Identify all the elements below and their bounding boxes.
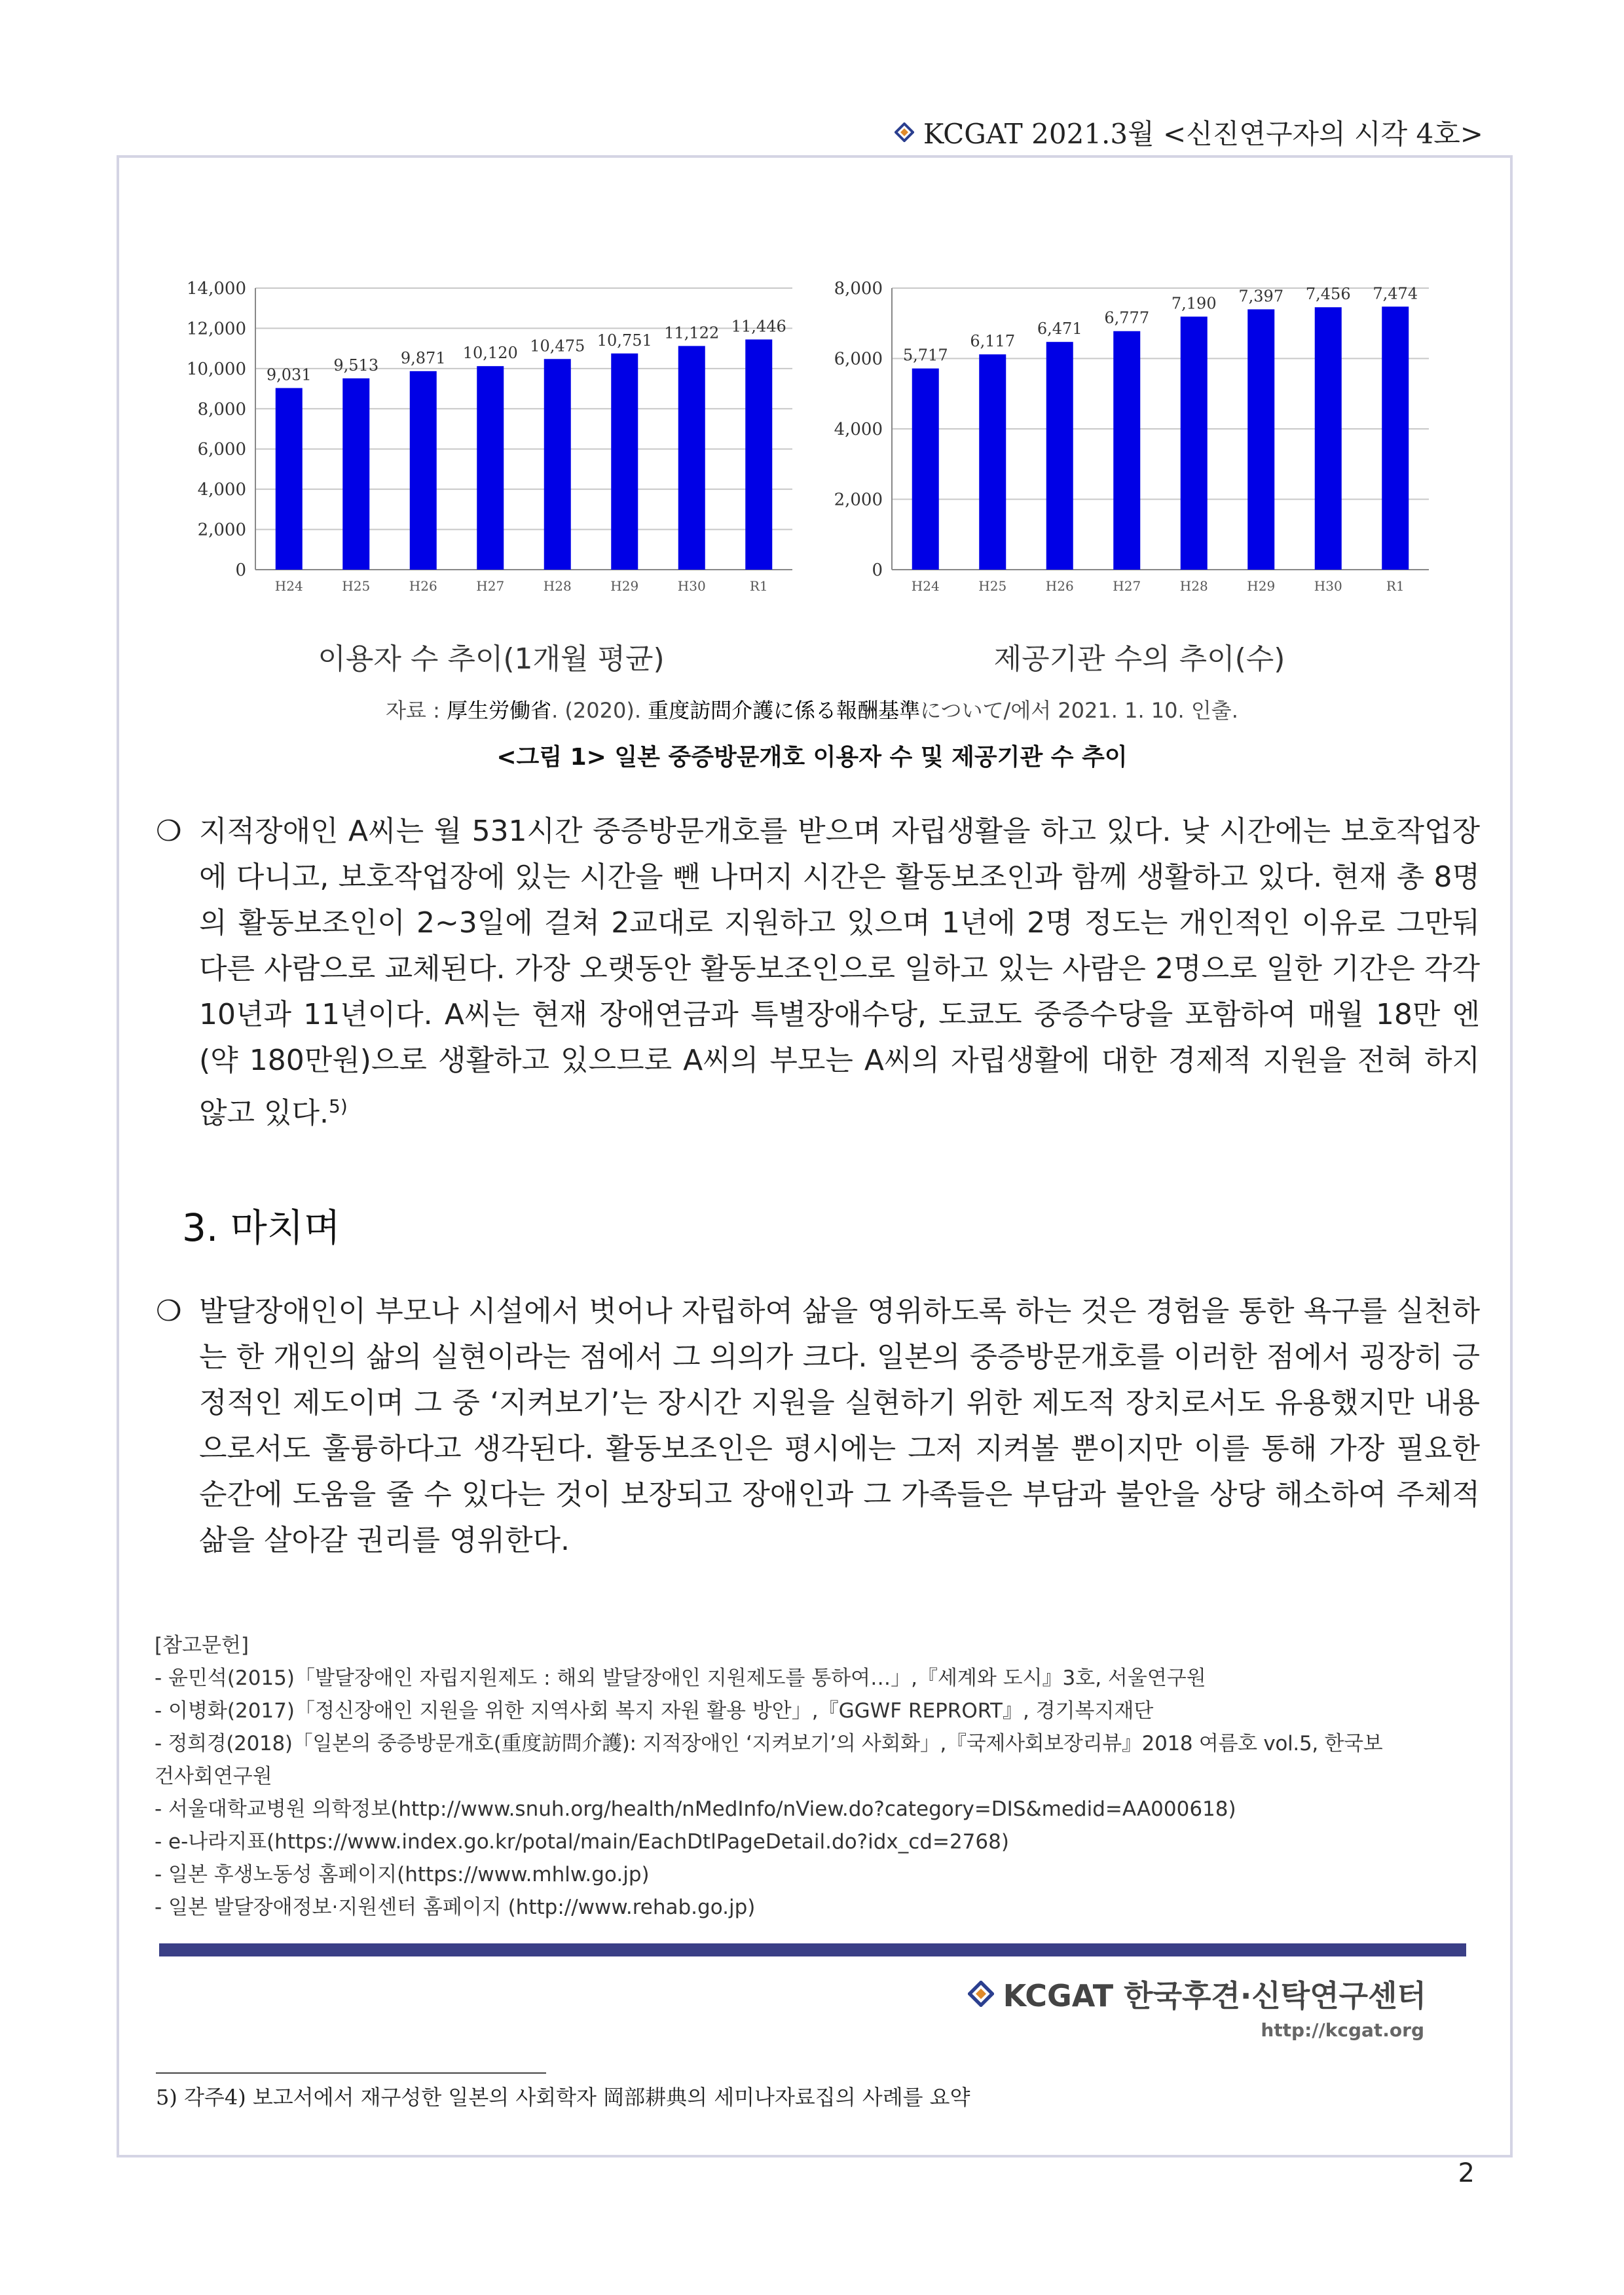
section-heading: 3. 마치며 bbox=[182, 1205, 341, 1250]
x-tick-label: H26 bbox=[409, 578, 437, 594]
bar bbox=[1382, 306, 1409, 570]
paragraph-case bbox=[156, 809, 1480, 1137]
paragraph-case-text bbox=[199, 809, 1480, 1137]
bar bbox=[1247, 309, 1274, 570]
users-chart-caption: 이용자 수 추이(1개월 평균) bbox=[318, 642, 665, 676]
bar bbox=[477, 366, 504, 570]
source-title: 重度訪問介護に係る報酬基準 bbox=[648, 698, 921, 723]
reference-item: - 이병화(2017)「정신장애인 지원을 위한 지역사회 복지 자원 활용 방안」,『GGWF REPRORT』, 경기복지재단 bbox=[155, 1699, 1154, 1723]
bar bbox=[1113, 331, 1140, 570]
bullet-icon: ❍ bbox=[156, 815, 182, 848]
bar bbox=[544, 359, 571, 570]
page-header bbox=[895, 113, 1483, 152]
y-tick-label: 10,000 bbox=[187, 359, 246, 379]
kcgat-logo-icon bbox=[968, 1981, 994, 2007]
data-label: 10,120 bbox=[462, 344, 518, 363]
y-tick-label: 0 bbox=[235, 560, 246, 580]
source-prefix: 자료 : bbox=[386, 698, 447, 723]
bar bbox=[678, 346, 705, 570]
y-tick-label: 6,000 bbox=[197, 439, 246, 460]
data-label: 7,474 bbox=[1373, 284, 1418, 303]
x-tick-label: H29 bbox=[1247, 578, 1276, 594]
data-label: 6,471 bbox=[1037, 320, 1082, 339]
header-text: KCGAT 2021.3월 <신진연구자의 시각 4호> bbox=[923, 118, 1483, 150]
bar bbox=[342, 378, 369, 570]
x-tick-label: H29 bbox=[610, 578, 639, 594]
bar bbox=[1046, 342, 1073, 570]
paragraph-case-body: 지적장애인 A씨는 월 531시간 중증방문개호를 받으며 자립생활을 하고 있다. 낮 시간에는 보호작업장에 다니고, 보호작업장에 있는 시간을 뺀 나머지 시간은 활동보조인과 함께 생활하고 있다. 현재 총 8명의 활동보조인이 2~3일에 걸쳐 2교대로 지원하고 있으며 1년에 2명 정도는 개인적인 이유로 그만둬 다른 사람으로 교체된다. 가장 오랫동안 활동보조인으로 일하고 있는 사람은 2명으로 일한 기간은 각각 10년과 11년이다. A씨는 현재 장애연금과 특별장애수당, 도쿄도 중증수당을 포함하여 매월 18만 엔(약 180만원)으로 생활하고 있으므로 A씨의 부모는 A씨의 자립생활에 대한 경제적 지원을 전혀 하지 않고 있다. bbox=[199, 815, 1480, 1130]
bar bbox=[979, 354, 1006, 570]
source-year: . (2020). bbox=[551, 698, 648, 723]
footer-divider bbox=[159, 1943, 1466, 1956]
data-label: 9,031 bbox=[266, 365, 312, 384]
data-label: 7,397 bbox=[1238, 287, 1284, 306]
providers-chart-svg bbox=[826, 265, 1435, 606]
footer-brand-text: KCGAT 한국후견·신탁연구센터 bbox=[1003, 1978, 1426, 2013]
data-label: 5,717 bbox=[902, 346, 948, 365]
data-label: 9,513 bbox=[333, 356, 379, 375]
paragraph-conclusion bbox=[156, 1289, 1480, 1564]
data-label: 11,446 bbox=[731, 317, 786, 336]
users-chart-svg bbox=[177, 265, 799, 606]
page-number: 2 bbox=[1458, 2158, 1475, 2188]
y-tick-label: 8,000 bbox=[197, 399, 246, 420]
y-tick-label: 12,000 bbox=[187, 319, 246, 339]
bar bbox=[1315, 307, 1342, 570]
data-label: 6,777 bbox=[1104, 308, 1150, 327]
data-label: 11,122 bbox=[664, 323, 720, 342]
reference-item: 건사회연구원 bbox=[155, 1765, 272, 1788]
x-tick-label: H25 bbox=[342, 578, 371, 594]
source-org: 厚生労働省 bbox=[447, 698, 552, 723]
y-tick-label: 2,000 bbox=[197, 520, 246, 540]
y-tick-label: 2,000 bbox=[834, 490, 883, 510]
figure-source bbox=[0, 694, 1624, 724]
y-tick-label: 4,000 bbox=[197, 480, 246, 500]
kcgat-logo-icon bbox=[895, 122, 914, 142]
bar bbox=[745, 339, 772, 570]
bar bbox=[410, 371, 437, 570]
providers-chart-caption: 제공기관 수의 추이(수) bbox=[993, 642, 1285, 676]
bullet-icon: ❍ bbox=[156, 1294, 182, 1328]
x-tick-label: R1 bbox=[1386, 578, 1405, 594]
data-label: 7,190 bbox=[1171, 294, 1217, 313]
footer-brand bbox=[968, 1972, 1426, 2015]
y-tick-label: 14,000 bbox=[187, 279, 246, 299]
reference-item: - 정희경(2018)「일본의 중증방문개호(重度訪問介護): 지적장애인 ‘지켜보기’의 사회화」,『국제사회보장리뷰』2018 여름호 vol.5, 한국보 bbox=[155, 1732, 1383, 1755]
users-bar-chart bbox=[177, 265, 799, 606]
x-tick-label: H30 bbox=[1314, 578, 1342, 594]
x-tick-label: H24 bbox=[911, 578, 940, 594]
y-tick-label: 4,000 bbox=[834, 420, 883, 439]
reference-link[interactable]: - e-나라지표(https://www.index.go.kr/potal/main/EachDtlPageDetail.do?idx_cd=2768) bbox=[155, 1830, 1009, 1854]
reference-link[interactable]: - 일본 발달장애정보·지원센터 홈페이지 (http://www.rehab.go.jp) bbox=[155, 1896, 756, 1919]
bar bbox=[611, 354, 638, 570]
source-suffix: について/에서 2021. 1. 10. 인출. bbox=[920, 698, 1238, 723]
x-tick-label: H28 bbox=[1179, 578, 1208, 594]
data-label: 6,117 bbox=[970, 332, 1016, 351]
x-tick-label: H30 bbox=[677, 578, 706, 594]
y-tick-label: 8,000 bbox=[834, 279, 883, 299]
footnote: 5) 각주4) 보고서에서 재구성한 일본의 사회학자 岡部耕典의 세미나자료집의 사례를 요약 bbox=[156, 2085, 970, 2110]
references-heading: [참고문헌] bbox=[155, 1634, 249, 1657]
references bbox=[155, 1629, 1484, 1924]
footer-url[interactable]: http://kcgat.org bbox=[1261, 2019, 1424, 2041]
y-tick-label: 0 bbox=[872, 560, 883, 580]
x-tick-label: H27 bbox=[1113, 578, 1141, 594]
x-tick-label: H24 bbox=[274, 578, 303, 594]
x-tick-label: H26 bbox=[1045, 578, 1074, 594]
x-tick-label: R1 bbox=[749, 578, 768, 594]
providers-bar-chart bbox=[826, 265, 1435, 606]
x-tick-label: H25 bbox=[978, 578, 1007, 594]
x-tick-label: H28 bbox=[543, 578, 572, 594]
bar bbox=[1181, 317, 1208, 570]
footnote-ref[interactable]: 5) bbox=[329, 1095, 348, 1117]
data-label: 7,456 bbox=[1305, 285, 1351, 304]
data-label: 10,475 bbox=[530, 337, 585, 356]
figure-title: <그림 1> 일본 중증방문개호 이용자 수 및 제공기관 수 추이 bbox=[496, 744, 1128, 771]
bar bbox=[276, 388, 303, 570]
y-tick-label: 6,000 bbox=[834, 349, 883, 369]
reference-item: - 윤민석(2015)「발달장애인 자립지원제도 : 해외 발달장애인 지원제도를 통하여…」,『세계와 도시』3호, 서울연구원 bbox=[155, 1666, 1206, 1690]
reference-link[interactable]: - 일본 후생노동성 홈페이지(https://www.mhlw.go.jp) bbox=[155, 1863, 650, 1886]
bar bbox=[912, 369, 939, 570]
x-tick-label: H27 bbox=[476, 578, 505, 594]
data-label: 9,871 bbox=[400, 348, 446, 367]
data-label: 10,751 bbox=[597, 331, 652, 350]
footnote-divider bbox=[156, 2072, 546, 2074]
reference-link[interactable]: - 서울대학교병원 의학정보(http://www.snuh.org/health/nMedInfo/nView.do?category=DIS&medid=AA000618) bbox=[155, 1797, 1236, 1821]
paragraph-conclusion-text: 발달장애인이 부모나 시설에서 벗어나 자립하여 삶을 영위하도록 하는 것은 경험을 통한 욕구를 실천하는 한 개인의 삶의 실현이라는 점에서 그 의의가 크다. 일본의 중증방문개호를 이러한 점에서 굉장히 긍정적인 제도이며 그 중 ‘지켜보기’는 장시간 지원을 실현하기 위한 제도적 장치로서도 유용했지만 내용으로서도 훌륭하다고 생각된다. 활동보조인은 평시에는 그저 지켜볼 뿐이지만 이를 통해 가장 필요한 순간에 도움을 줄 수 있다는 것이 보장되고 장애인과 그 가족들은 부담과 불안을 상당 해소하여 주체적 삶을 살아갈 권리를 영위한다. bbox=[199, 1294, 1480, 1557]
